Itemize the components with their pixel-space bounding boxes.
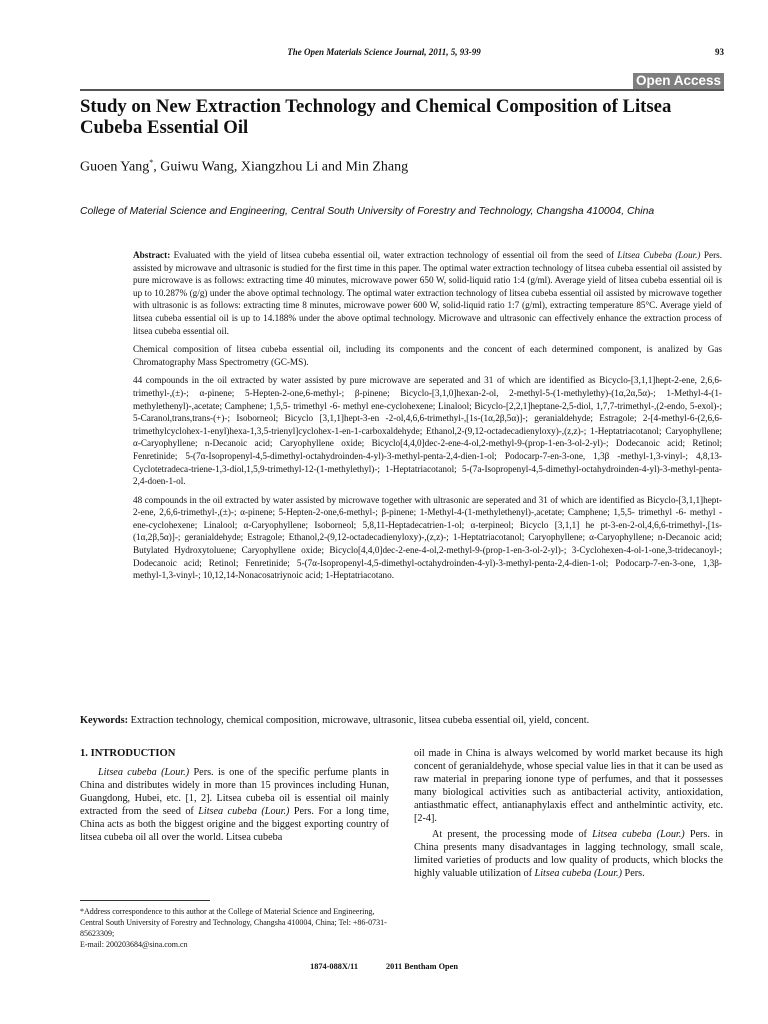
body-text: At present, the processing mode of <box>432 829 593 840</box>
first-author: Guoen Yang <box>80 159 150 175</box>
keywords-label: Keywords: <box>80 715 129 726</box>
journal-citation: , 2011, 5, 93-99 <box>424 47 481 57</box>
body-paragraph <box>80 766 389 844</box>
other-authors: , Guiwu Wang, Xiangzhou Li and Min Zhang <box>153 159 409 175</box>
publisher: 2011 Bentham Open <box>386 962 458 971</box>
header-rule <box>80 89 724 91</box>
running-head <box>0 47 768 57</box>
species-name: Litsea Cubeba (Lour.) <box>617 250 701 260</box>
article-title: Study on New Extraction Technology and Chemical Composition of Litsea Cubeba Essential Oil <box>80 96 672 138</box>
footnote <box>80 906 389 950</box>
footnote-address: *Address correspondence to this author at the College of Material Science and Engineering, Central South University of Forestry and Technology, Changsha 410004, China; Tel: +86-0731-85623309; <box>80 907 387 938</box>
page-number: 93 <box>715 47 724 57</box>
left-column <box>80 747 389 844</box>
footnote-rule <box>80 900 210 901</box>
section-heading: 1. INTRODUCTION <box>80 748 176 759</box>
author-list <box>80 155 408 176</box>
body-text: Pers. in China presents many disadvantages in lagging technology, small scale, limited varieties of products and low quality of products, which blocks the highly valuable utilization of <box>414 829 723 879</box>
species-name: Litsea cubeba (Lour.) <box>198 806 290 817</box>
open-access-badge: Open Access <box>633 73 724 89</box>
journal-name: The Open Materials Science Journal <box>287 47 425 57</box>
abstract-label: Abstract: <box>133 250 171 260</box>
body-text: Pers. is one of the specific perfume plants in China and distributes widely in more than 15 provinces including Hunan, Guangdong, Hubei, etc. [1, 2]. Litsea cubeba oil is essential oil mainly extracted from the seed of <box>80 767 389 817</box>
keywords <box>80 714 722 727</box>
species-name: Litsea cubeba (Lour.) <box>98 767 190 778</box>
abstract <box>133 249 722 588</box>
abstract-paragraph: 48 compounds in the oil extracted by water assisted by microwave together with ultrasonic are seperated and 31 of which are identified as Bicyclo-[3,1,1]hept-2-ene, 2,6,6-trimethyl-,(±)-; α-pinene; 5-Hepten-2-one,6-methyl-; β-pinene; 1-Methyl-4-(1-methylethenyl)-,acetate; Camphene; 1,5,5- trimethyl -6- methyl -ene-cyclohexene; Linalool; α-Caryophyllene; Isoborneol; 5,8,11-Heptadecatrien-1-ol; α-terpineol; Bicyclo [3,1,1] he pt-3-en-2-ol,4,6,6-trimethyl-,[1s-(1α,2β,5α)]-; geranialdehyde; Estragole; Ethanol,2-(9,12-octadecadienyloxy)-,(z,z)-; 1-Heptatriacotanol; Caryophyllene; α-Caryophyllene; n-Decanoic acid; Butylated Hydroxytoluene; Caryophyllene oxide; Bicyclo[4,4,0]dec-2-ene-4-ol,2-methyl-9-(prop-1-en-3-ol-2-yl)-; 3-Cyclohexen-4-ol-1-one,3-tridecanoyl-; Dodecanoic acid; Retinol; Fenretinide; 5-(7α-Isopropenyl-4,5-dimethyl-octahydroinden-4-yl)-3-methyl-penta-2,4-dien-1-ol; Podocarp-7-en-3-one, 1,3β-methyl-1,3-vinyl-; 10,12,14-Nonacosatriynoic acid; 1-Heptatriacotano. <box>133 494 722 581</box>
issn: 1874-088X/11 <box>310 962 359 971</box>
footnote-email: E-mail: 200203684@sina.com.cn <box>80 940 188 949</box>
body-text: Pers. For a long time, China acts as both the biggest origine and the biggest exporting country of litsea cubeba oil all over the world. Litsea cubeba <box>80 806 389 843</box>
page-footer <box>0 962 768 971</box>
abstract-text: Pers. assisted by microwave and ultrasonic is studied for the first time in this paper. The optimal water extraction technology of litsea cubeba essential oil assisted by pure microwave is as follows: extracting time 40 minutes, microwave power 650 W, solid-liquid ratio 1:4 (g/ml). Average yield of litsea cubeba essential oil is up to 10.287% (g/g) under the above optimal technology. The optimal water extraction technology of litsea cubeba essential oil assisted by microwave together with ultrasonic is as follows: extracting time 8 minutes, microwave power 600 W, solid-liquid ratio 1:7 (g/ml), extracting temperature 85°C. Average yield of litsea cubeba essential oil is up to 14.188% under the above optimal technology. Microwave and ultrasonic can effectively enhance the extraction process of litsea cubeba essential oil. <box>133 250 723 336</box>
corresponding-author-mark: * <box>149 158 154 167</box>
body-paragraph: oil made in China is always welcomed by world market because its high concent of geranialdehyde, whose special value lies in that it can be used as raw material in preparing ionone type of perfumes, and that it possesses many biological activities such as antibacterial activity, antioxidation, antiasthmatic effect, antianaphylaxis effect and anthelmintic activity, etc. [2-4]. <box>414 748 723 824</box>
abstract-paragraph: Chemical composition of litsea cubeba essential oil, including its components and the concent of each determined component, is analized by Gas Chromatography Mass Spectrometry (GC-MS). <box>133 344 722 367</box>
species-name: Litsea cubeba (Lour.) <box>592 829 685 840</box>
abstract-text: Evaluated with the yield of litsea cubeba essential oil, water extraction technology of essential oil from the seed of <box>170 250 618 260</box>
abstract-paragraph: 44 compounds in the oil extracted by water assisted by pure microwave are seperated and 31 of which are identified as Bicyclo-[3,1,1]hept-2-ene, 2,6,6-trimethyl-,(±)-; α-pinene; 5-Hepten-2-one,6-methyl-; β-pinene; Bicyclo-[3,1,0]hexan-2-ol, 2-methyl-5-(1-methylethy)-(1α,2α,5α)-; 1-Methyl-4-(1-methylethenyl)-,acetate; Camphene; 1,5,5- trimethyl -6- methyl ene-cyclohexene; Linalool; Bicyclo-[2,2,1]heptane-2,5-diol, 1,7,7-trimethyl-,(2-endo, 5-exol)-; 5-Caranol,trans,trans-(+)-; Isoborneol; Bicyclo [3,1,1]hept-3-en -2-ol,4,6,6-trimethyl-,[1s-(1α,2β,5α)]-; geranialdehyde; Estragole; 2-[4-methyl-6-(2,6,6-trimethylcyclohex-1-enyl)hexa-1,3,5-trienyl]cyclohex-1-en-1-carboxaldehyde; Ethanol,2-(9,12-octadecadienyloxy)-,(z,z)-; 1-Heptatriacotanol; Caryophyllene; α-Caryophyllene; n-Decanoic acid; Caryophyllene oxide; Bicyclo[4,4,0]dec-2-ene-4-ol,2-methyl-9-(prop-1-en-3-ol-2-yl)-; Dodecanoic acid; Retinol; Fenretinide; 5-(7α-Isopropenyl-4,5-dimethyl-octahydroinden-4-yl)-3-methyl-penta-2,4-dien-1-ol; Podocarp-7-en-3-one, 1,3β -methyl-1,3-vinyl-; 4,8,13-Cyclotetradeca-triene-1,3-diol,1,5,9-trimethyl-12-(1-methylethyl)-; 1-Heptatriacotanol; 5-(7a-Isopropenyl-4,5-dimethyl-octahydroinden-4-yl)-3-methyl-penta-2,4-doen-1-ol. <box>133 375 722 487</box>
body-text: Pers. <box>621 868 645 879</box>
abstract-paragraph <box>133 249 722 337</box>
body-paragraph <box>414 828 723 880</box>
right-column <box>414 747 723 880</box>
affiliation: College of Material Science and Engineering, Central South University of Forestry and Technology, Changsha 410004, China <box>80 206 655 217</box>
keywords-text: Extraction technology, chemical composition, microwave, ultrasonic, litsea cubeba essential oil, yield, concent. <box>128 715 590 726</box>
species-name: Litsea cubeba (Lour.) <box>534 868 622 879</box>
